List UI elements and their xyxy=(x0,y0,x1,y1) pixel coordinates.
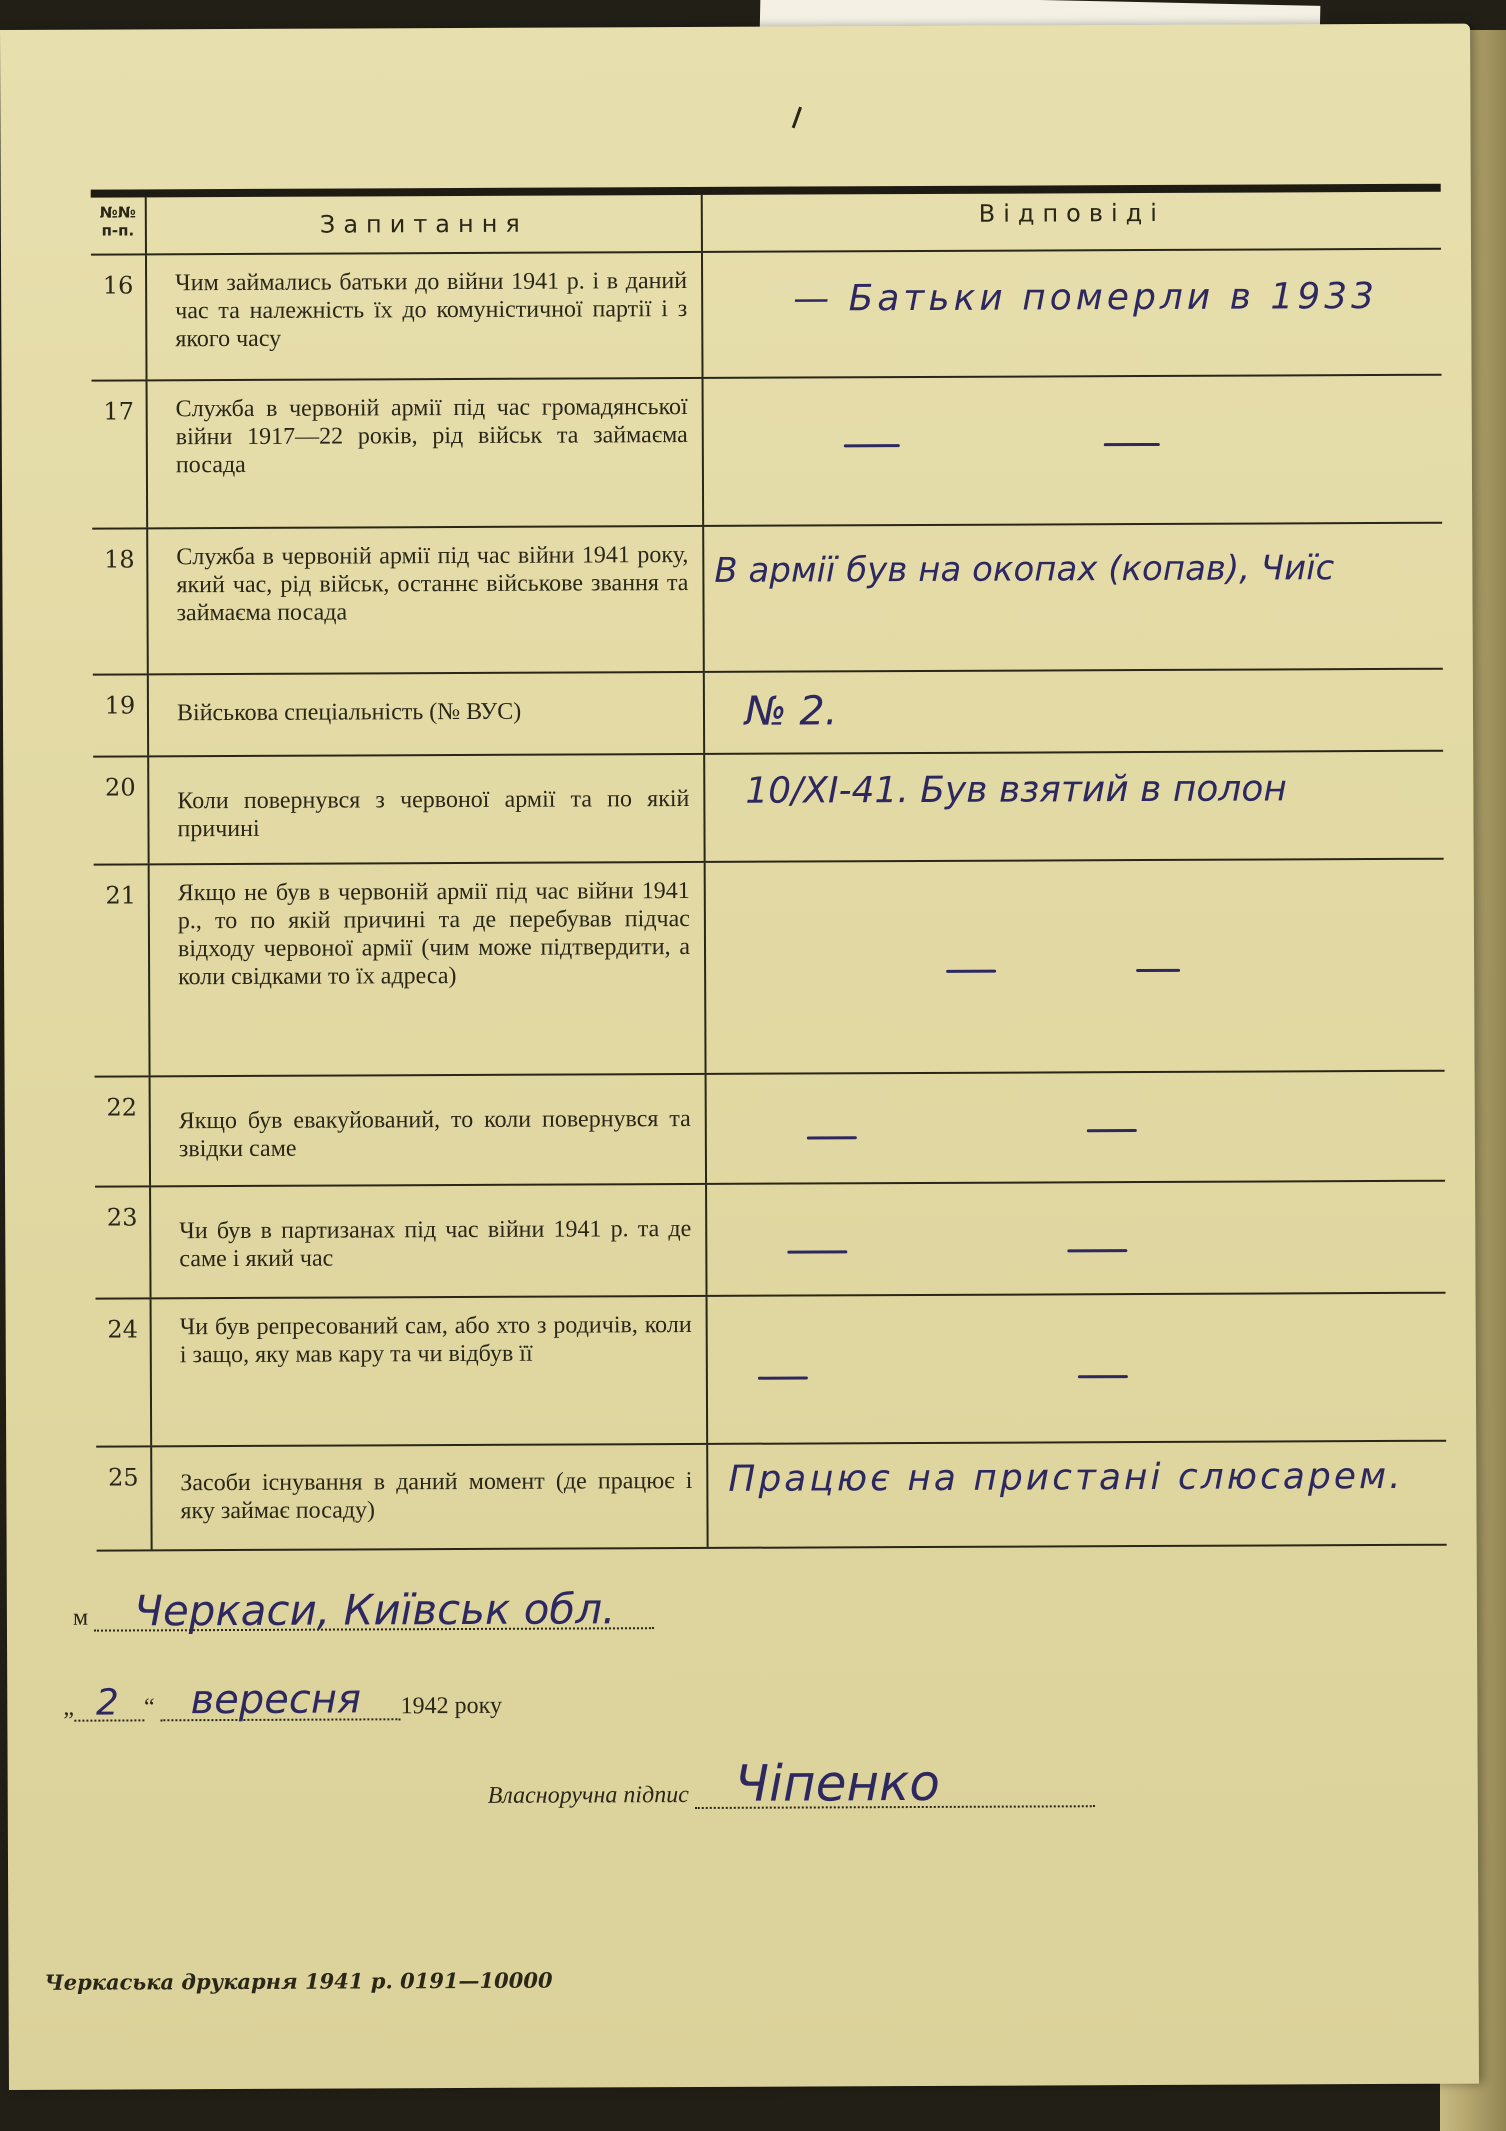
row-answer xyxy=(703,250,1442,377)
blank-dash xyxy=(1078,1375,1128,1378)
blank-dash xyxy=(1067,1249,1127,1252)
header-question: Запитання xyxy=(147,195,703,253)
handwritten-answer: 10/XI-41. Був взятий в полон xyxy=(745,768,1288,812)
row-question: Засоби існування в даний момент (де працює і яку займає посаду) xyxy=(152,1445,708,1549)
handwritten-answer: Працює на пристані слюсарем. xyxy=(728,1455,1404,1500)
month-value: вересня xyxy=(190,1676,362,1724)
row-number: 17 xyxy=(92,381,149,527)
table-row xyxy=(92,524,1443,676)
handwritten-answer: № 2. xyxy=(744,688,838,735)
row-answer xyxy=(708,1442,1446,1547)
table-row xyxy=(92,376,1443,530)
row-answer xyxy=(705,752,1443,861)
header-answer: Відповіді xyxy=(978,198,1165,228)
questionnaire-table xyxy=(91,184,1447,1552)
blank-dash xyxy=(946,970,996,973)
ink-mark xyxy=(792,107,802,129)
row-number: 24 xyxy=(96,1299,153,1445)
questionnaire-page xyxy=(0,24,1479,2090)
row-number: 18 xyxy=(92,529,149,673)
place-value: Черкаси, Київськ обл. xyxy=(133,1584,616,1636)
day-value: 2 xyxy=(95,1682,119,1724)
row-answer xyxy=(706,860,1445,1073)
row-answer xyxy=(707,1182,1445,1295)
row-answer xyxy=(704,524,1443,671)
blank-dash xyxy=(1104,443,1160,446)
table-row xyxy=(93,752,1443,866)
row-number: 20 xyxy=(93,757,149,863)
row-question: Якщо був евакуйований, то коли повернувся та звідки саме xyxy=(151,1075,707,1185)
row-question: Чи був репресований сам, або хто з родичів, коли і защо, яку мав кару та чи відбув її xyxy=(152,1297,709,1445)
table-row xyxy=(93,670,1443,758)
row-question: Чи був в партизанах під час війни 1941 р. та де саме і який час xyxy=(151,1185,707,1297)
blank-dash xyxy=(1087,1129,1137,1132)
date-line xyxy=(63,1678,502,1722)
year-value: 1942 xyxy=(400,1693,449,1720)
row-question: Якщо не був в червоній армії під час війни 1941 р., то по якій причині та де перебував підчас відходу червоної армії (чим може підтвердити, а коли свідками то їх адреса) xyxy=(150,863,707,1075)
table-row xyxy=(94,860,1445,1078)
table-row xyxy=(96,1442,1446,1552)
blank-dash xyxy=(1136,969,1180,972)
blank-dash xyxy=(787,1250,847,1253)
signature-line xyxy=(487,1753,1095,1813)
blank-dash xyxy=(758,1376,808,1379)
signature-label: Власноручна підпис xyxy=(487,1782,689,1809)
date-close-quote: “ xyxy=(143,1694,155,1721)
table-row xyxy=(96,1294,1447,1448)
row-question: Коли повернувся з червоної армії та по якій причині xyxy=(149,755,705,863)
year-suffix: року xyxy=(454,1692,503,1720)
blank-dash xyxy=(807,1136,857,1139)
printer-imprint: Черкаська друкарня 1941 р. 0191—10000 xyxy=(44,1967,553,1995)
row-number: 16 xyxy=(91,255,148,379)
place-line xyxy=(72,1584,654,1636)
table-header xyxy=(91,192,1441,256)
row-number: 21 xyxy=(94,865,151,1075)
row-question: Чим займались батьки до війни 1941 р. і в даний час та належність їх до комуністичної партії і з якого часу xyxy=(147,253,704,379)
row-answer xyxy=(704,376,1443,525)
row-number: 25 xyxy=(96,1447,152,1549)
table-row xyxy=(95,1182,1445,1300)
row-answer xyxy=(708,1294,1447,1443)
table-row xyxy=(95,1072,1445,1188)
row-question: Служба в червоній армії під час війни 1941 року, який час, рід військ, останнє військове звання та займаєма посада xyxy=(148,527,705,673)
row-number: 22 xyxy=(95,1077,151,1185)
row-question: Військова спеціальність (№ ВУС) xyxy=(149,673,705,755)
row-answer xyxy=(705,670,1443,753)
place-prefix: м xyxy=(72,1604,89,1631)
signature-value: Чіпенко xyxy=(734,1753,941,1813)
handwritten-answer: — Батьки померли в 1933 xyxy=(793,275,1379,320)
table-row xyxy=(91,250,1442,382)
header-number: №№ п-п. xyxy=(91,197,147,253)
row-number: 23 xyxy=(95,1187,151,1297)
row-number: 19 xyxy=(93,675,149,755)
row-question: Служба в червоній армії під час громадянської війни 1917—22 років, рід військ та займаєма посада xyxy=(148,379,705,527)
date-open-quote: „ xyxy=(63,1694,75,1721)
blank-dash xyxy=(844,444,900,447)
handwritten-answer: В армії був на окопах (копав), Чиїс xyxy=(714,548,1335,591)
row-answer xyxy=(707,1072,1445,1183)
